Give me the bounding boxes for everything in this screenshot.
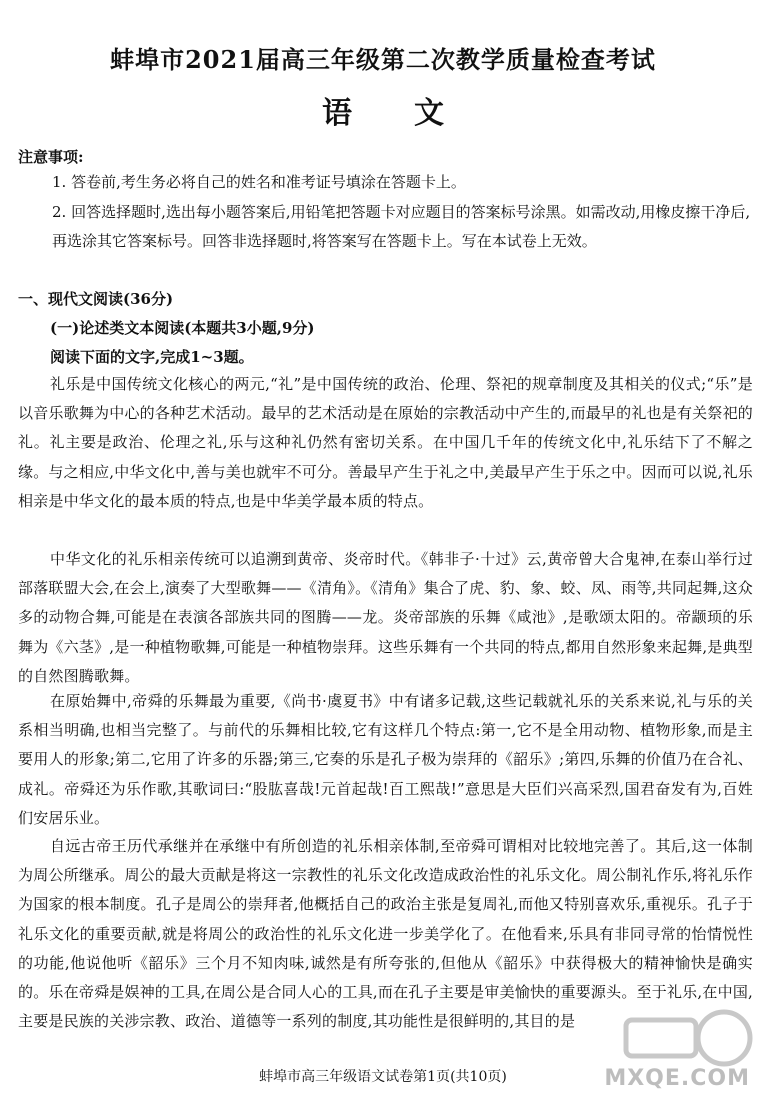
notice-heading: 注意事项:	[18, 148, 84, 166]
paragraph-4: 自远古帝王历代承继并在承继中有所创造的礼乐相亲体制,至帝舜可谓相对比较地完善了。其后,这一体制为周公所继承。周公的最大贡献是将这一宗教性的礼乐文化改造成政治性的礼乐文化。周公制礼作乐,将礼乐作为国家的根本制度。孔子是周公的崇拜者,他概括自己的政治主张是复周礼,而他又特别喜欢乐,重视乐。孔子于礼乐文化的重要贡献,就是将周公的政治性的礼乐文化进一步美学化了。在他看来,乐具有非同寻常的怡情悦性的功能,他说他听《韶乐》三个月不知肉味,诚然是有所夸张的,但他从《韶乐》中获得极大的精神愉快是确实的。乐在帝舜是娱神的工具,在周公是合同人心的工具,而在孔子主要是审美愉快的重要源头。至于礼乐,在中国,主要是民族的关涉宗教、政治、道德等一系列的制度,其功能性是很鲜明的,其目的是	[18, 837, 753, 1031]
page-footer: 蚌埠市高三年级语文试卷第1页(共10页)	[259, 1069, 507, 1085]
section-subheading: (一)论述类文本阅读(本题共3小题,9分)	[50, 319, 315, 337]
notice-item-1: 1. 答卷前,考生务必将自己的姓名和准考证号填涂在答题卡上。	[52, 173, 466, 191]
paragraph-3: 在原始舞中,帝舜的乐舞最为重要,《尚书·虞夏书》中有诸多记载,这些记载就礼乐的关系来说,礼与乐的关系相当明确,也相当完整了。与前代的乐舞相比较,它有这样几个特点:第一,它不是全用动物、植物形象,而是主要用人的形象;第二,它用了许多的乐器;第三,它奏的乐是孔子极为崇拜的《韶乐》;第四,乐舞的价值乃在合礼、成礼。帝舜还为乐作歌,其歌词曰:“股肱喜哉!元首起哉!百工熙哉!”意思是大臣们兴高采烈,国君奋发有为,百姓们安居乐业。	[18, 692, 753, 827]
subject-title: 语文	[322, 96, 506, 131]
notice-item-2	[52, 198, 752, 256]
notice-item-2-text: 2. 回答选择题时,选出每小题答案后,用铅笔把答题卡对应题目的答案标号涂黑。如需改动,用橡皮擦干净后,再选涂其它答案标号。回答非选择题时,将答案写在答题卡上。写在本试卷上无效。	[52, 203, 751, 250]
paragraph-2: 中华文化的礼乐相亲传统可以追溯到黄帝、炎帝时代。《韩非子·十过》云,黄帝曾大合鬼神,在泰山举行过部落联盟大会,在会上,演奏了大型歌舞——《清角》。《清角》集合了虎、豹、象、蛟、凤、雨等,共同起舞,这众多的动物合舞,可能是在表演各部族共同的图腾——龙。炎帝部族的乐舞《咸池》,是歌颂太阳的。帝颛顼的乐舞为《六茎》,是一种植物歌舞,可能是一种植物崇拜。这些乐舞有一个共同的特点,都用自然形象来起舞,是典型的自然图腾歌舞。	[18, 550, 753, 685]
section-heading: 一、现代文阅读(36分)	[18, 290, 174, 308]
section-instruction: 阅读下面的文字,完成1~3题。	[50, 348, 254, 366]
watermark-text: MXQE.COM	[604, 1066, 750, 1091]
paragraph-1: 礼乐是中国传统文化核心的两元,“礼”是中国传统的政治、伦理、祭祀的规章制度及其相关的仪式;“乐”是以音乐歌舞为中心的各种艺术活动。最早的艺术活动是在原始的宗教活动中产生的,而最早的礼也是有关祭祀的礼。礼主要是政治、伦理之礼,乐与这种礼仍然有密切关系。在中国几千年的传统文化中,礼乐结下了不解之缘。与之相应,中华文化中,善与美也就牢不可分。善最早产生于礼之中,美最早产生于乐之中。因而可以说,礼乐相亲是中华文化的最本质的特点,也是中华美学最本质的特点。	[18, 375, 753, 510]
exam-title: 蚌埠市2021届高三年级第二次教学质量检查考试	[110, 45, 656, 74]
